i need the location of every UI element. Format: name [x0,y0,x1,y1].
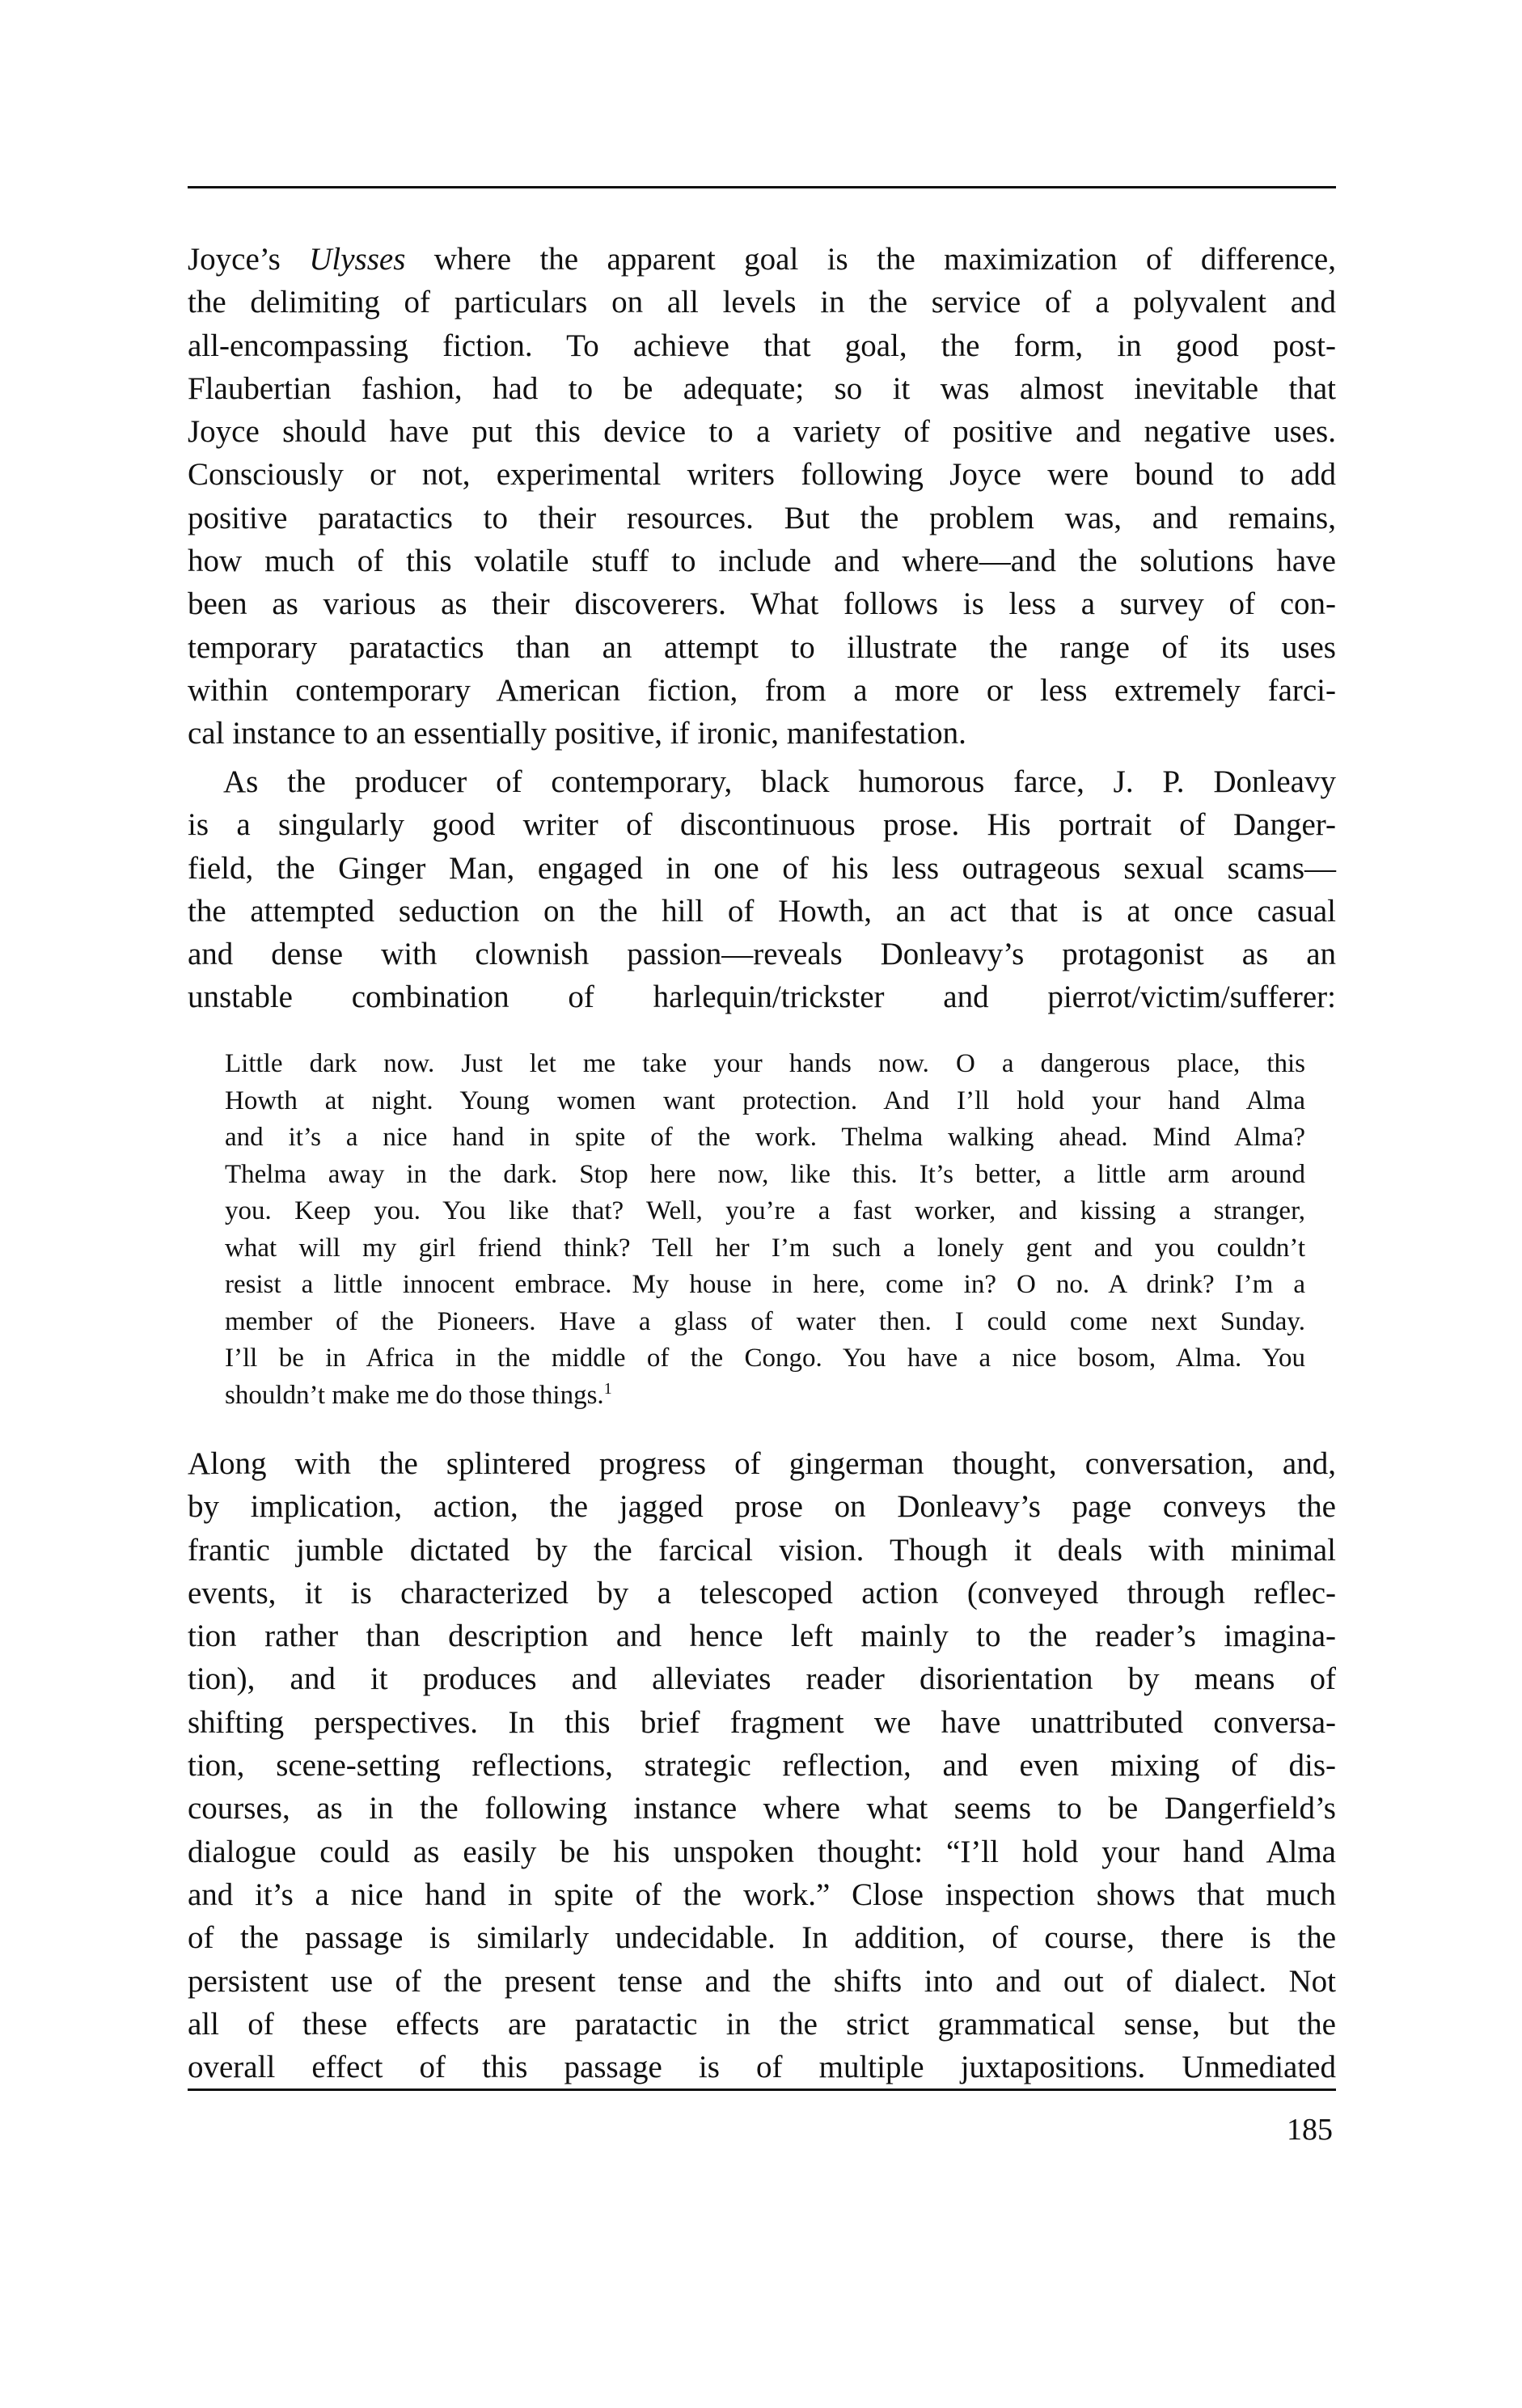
paragraph-3-line: frantic jumble dictated by the farcical vision. Though it deals with minimal [188,1532,1336,1568]
block-quote-last-text: shouldn’t make me do those things. [225,1380,604,1410]
block-quote-line: Little dark now. Just let me take your hands now. O a dangerous place, this [225,1049,1305,1078]
paragraph-1-line: Consciously or not, experimental writers following Joyce were bound to add [188,457,1336,493]
paragraph-2 [188,760,1336,1019]
paragraph-2-line: is a singularly good writer of discontinuous prose. His portrait of Danger- [188,807,1336,843]
italic-title: Ulysses [309,242,406,277]
paragraph-1-line: cal instance to an essentially positive, if ironic, manifestation. [188,716,966,751]
block-quote-line: member of the Pioneers. Have a glass of water then. I could come next Sunday. [225,1306,1305,1336]
block-quote-line: Thelma away in the dark. Stop here now, like this. It’s better, a little arm around [225,1159,1305,1189]
paragraph-3-line: dialogue could as easily be his unspoken thought: “I’ll hold your hand Alma [188,1834,1336,1869]
block-quote [225,1046,1305,1414]
paragraph-1-line: temporary paratactics than an attempt to illustrate the range of its uses [188,629,1336,665]
block-quote-line: Howth at night. Young women want protection. And I’ll hold your hand Alma [225,1086,1305,1115]
top-rule [188,186,1336,188]
block-quote-line: and it’s a nice hand in spite of the work. Thelma walking ahead. Mind Alma? [225,1123,1305,1152]
paragraph-3-line: all of these effects are paratactic in the strict grammatical sense, but the [188,2006,1336,2042]
page-number: 185 [1287,2113,1333,2147]
paragraph-3-line: persistent use of the present tense and the shifts into and out of dialect. Not [188,1963,1336,1999]
paragraph-3-line: events, it is characterized by a telescoped action (conveyed through reflec- [188,1575,1336,1610]
paragraph-1-line: Flaubertian fashion, had to be adequate; so it was almost inevitable that [188,370,1336,406]
paragraph-3-line: and it’s a nice hand in spite of the work.” Close inspection shows that much [188,1877,1336,1912]
paragraph-1 [188,238,1336,755]
paragraph-3-line: overall effect of this passage is of multiple juxtapositions. Unmediated [188,2050,1336,2085]
paragraph-3-line: tion rather than description and hence left mainly to the reader’s imagina- [188,1619,1336,1654]
paragraph-3-line: courses, as in the following instance where what seems to be Dangerfield’s [188,1791,1336,1826]
paragraph-3 [188,1442,1336,2088]
block-quote-line: what will my girl friend think? Tell her I’m such a lonely gent and you couldn’t [225,1233,1305,1263]
block-quote-line: I’ll be in Africa in the middle of the Congo. You have a nice bosom, Alma. You [225,1344,1305,1373]
paragraph-2-line: As the producer of contemporary, black humorous farce, J. P. Donleavy [223,764,1336,799]
paragraph-3-line: by implication, action, the jagged prose on Donleavy’s page conveys the [188,1489,1336,1525]
paragraph-3-line: of the passage is similarly undecidable. In addition, of course, there is the [188,1920,1336,1956]
paragraph-1-line [188,238,1336,281]
line-text: Joyce’s [188,242,310,277]
paragraph-1-line: been as various as their discoverers. What follows is less a survey of con- [188,586,1336,622]
block-quote-line: you. Keep you. You like that? Well, you’re a fast worker, and kissing a stranger, [225,1196,1305,1225]
paragraph-2-line: unstable combination of harlequin/trickster and pierrot/victim/sufferer: [188,980,1336,1015]
footnote-marker[interactable]: 1 [603,1379,612,1398]
paragraph-2-line: the attempted seduction on the hill of Howth, an act that is at once casual [188,893,1336,929]
paragraph-3-line: tion), and it produces and alleviates reader disorientation by means of [188,1661,1336,1697]
line-text: where the apparent goal is the maximization of difference, [405,242,1336,277]
paragraph-2-line: field, the Ginger Man, engaged in one of his less outrageous sexual scams— [188,850,1336,886]
block-quote-line: resist a little innocent embrace. My house in here, come in? O no. A drink? I’m a [225,1270,1305,1299]
bottom-rule [188,2088,1336,2091]
paragraph-2-line: and dense with clownish passion—reveals Donleavy’s protagonist as an [188,937,1336,972]
paragraph-1-line: the delimiting of particulars on all levels in the service of a polyvalent and [188,285,1336,320]
paragraph-1-line: within contemporary American fiction, from a more or less extremely farci- [188,672,1336,708]
paragraph-1-line: Joyce should have put this device to a variety of positive and negative uses. [188,414,1336,450]
paragraph-3-line: tion, scene-setting reflections, strategic reflection, and even mixing of dis- [188,1748,1336,1784]
paragraph-1-line: positive paratactics to their resources. But the problem was, and remains, [188,500,1336,535]
block-quote-line [225,1378,1305,1415]
paragraph-3-line: Along with the splintered progress of gingerman thought, conversation, and, [188,1446,1336,1481]
paragraph-1-line: all-encompassing fiction. To achieve that goal, the form, in good post- [188,328,1336,363]
paragraph-1-line: how much of this volatile stuff to include and where—and the solutions have [188,544,1336,579]
paragraph-3-line: shifting perspectives. In this brief fragment we have unattributed conversa- [188,1704,1336,1740]
